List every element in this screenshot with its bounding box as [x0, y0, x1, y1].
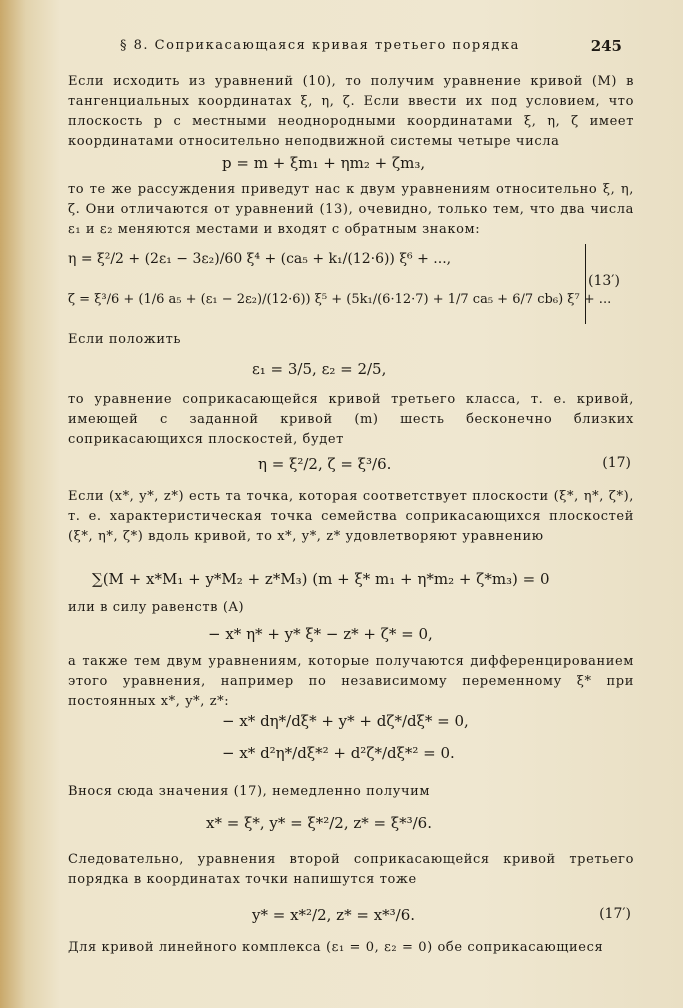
- paragraph-6: или в силу равенств (A): [68, 600, 245, 615]
- paragraph-9: Следовательно, уравнения второй соприкасающейся кривой третьего порядка в координатах точки напишутся тоже: [68, 852, 634, 887]
- paragraph-8: Внося сюда значения (17), немедленно получим: [68, 784, 431, 799]
- equation-number-13prime: (13′): [588, 273, 620, 289]
- running-header: [120, 38, 640, 53]
- equation-sum: ∑(M + x*M₁ + y*M₂ + z*M₃) (m + ξ* m₁ + η*m₂ + ζ*m₃) = 0: [92, 570, 550, 588]
- equation-epsilon: ε₁ = 3/5, ε₂ = 2/5,: [252, 360, 387, 378]
- equation-13b: ζ = ξ³/6 + (1/6 a₅ + (ε₁ − 2ε₂)/(12·6)) ξ⁵ + (5k₁/(6·12·7) + 1/7 ca₅ + 6/7 cb₆) ξ⁷ + ...: [68, 292, 612, 307]
- paragraph-4: то уравнение соприкасающейся кривой третьего класса, т. е. кривой, имеющей с заданной кривой (m) шесть бесконечно близких соприкасающихся плоскостей, будет: [68, 392, 634, 447]
- equation-A: − x* η* + y* ξ* − z* + ζ* = 0,: [208, 625, 433, 643]
- equation-plane: p = m + ξm₁ + ηm₂ + ζm₃,: [222, 154, 426, 172]
- equation-17: η = ξ²/2, ζ = ξ³/6.: [258, 455, 392, 473]
- paragraph-7: а также тем двум уравнениям, которые получаются дифференцированием этого уравнения, например по независимому переменному ξ* при постоянных x*, y*, z*:: [68, 654, 634, 709]
- section-title: § 8. Соприкасающаяся кривая третьего порядка: [120, 38, 520, 53]
- equation-number-17: (17): [602, 455, 631, 471]
- page-number: 245: [590, 37, 622, 55]
- paragraph-3: Если положить: [68, 332, 182, 347]
- paragraph-10: Для кривой линейного комплекса (ε₁ = 0, ε₂ = 0) обе соприкасающиеся: [68, 940, 604, 955]
- paragraph-1: Если исходить из уравнений (10), то получим уравнение кривой (M) в тангенциальных координатах ξ, η, ζ. Если ввести их под условием, что плоскость p с местными неоднородными координатами ξ, η, ζ имеет координатами относительно неподвижной системы четыре числа: [68, 74, 634, 149]
- equation-point-coords: x* = ξ*, y* = ξ*²/2, z* = ξ*³/6.: [206, 814, 432, 832]
- equation-derivative-2: − x* d²η*/dξ*² + d²ζ*/dξ*² = 0.: [222, 744, 455, 762]
- equation-number-17prime: (17′): [599, 906, 631, 922]
- paragraph-2: то те же рассуждения приведут нас к двум уравнениям относительно ξ, η, ζ. Они отличаются от уравнений (13), очевидно, только тем, что два числа ε₁ и ε₂ меняются местами и входят с обратным знаком:: [68, 182, 634, 237]
- paragraph-5: Если (x*, y*, z*) есть та точка, которая соответствует плоскости (ξ*, η*, ζ*), т. е. характеристическая точка семейства соприкасающихся плоскостей (ξ*, η*, ζ*) вдоль кривой, то x*, y*, z* удовлетворяют уравнению: [68, 489, 634, 544]
- equation-17prime: y* = x*²/2, z* = x*³/6.: [252, 906, 416, 924]
- equation-brace: [575, 244, 586, 324]
- equation-derivative-1: − x* dη*/dξ* + y* + dζ*/dξ* = 0,: [222, 712, 469, 730]
- equation-13a: η = ξ²/2 + (2ε₁ − 3ε₂)/60 ξ⁴ + (ca₅ + k₁/(12·6)) ξ⁶ + ...,: [68, 251, 452, 267]
